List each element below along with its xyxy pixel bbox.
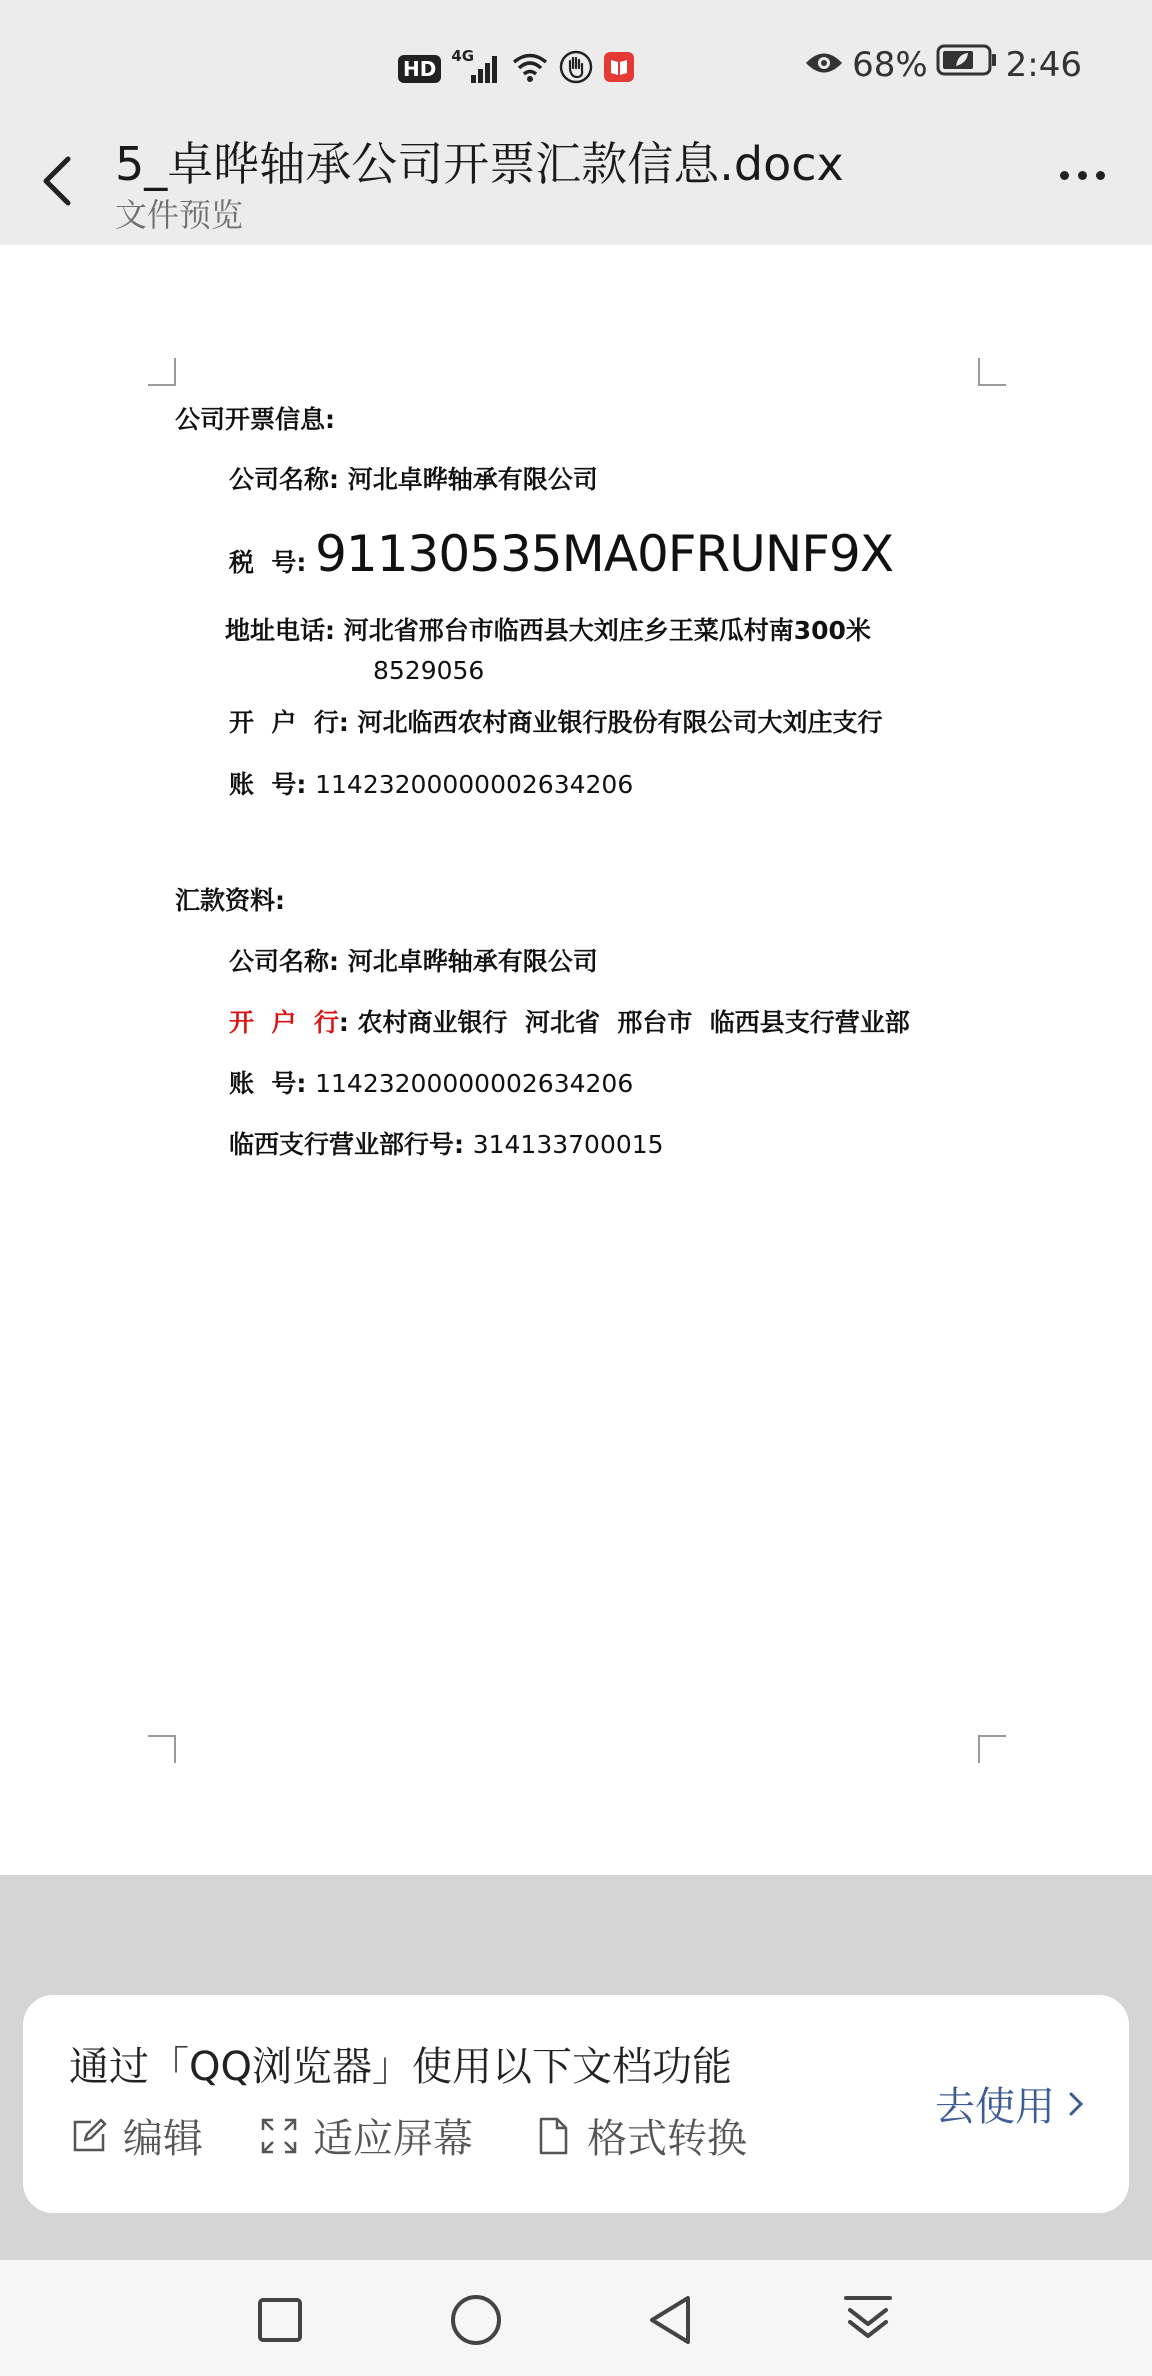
status-bar [0, 0, 1152, 110]
chevron-right-icon [1067, 2089, 1085, 2119]
remit-company-value: 河北卓晔轴承有限公司 [347, 947, 598, 976]
feature-format-convert-label: 格式转换 [587, 2116, 747, 2162]
back-nav-button[interactable] [642, 2290, 702, 2350]
remit-branch-row [229, 1125, 664, 1161]
battery-icon [936, 44, 998, 85]
edit-icon [69, 2116, 109, 2156]
invoice-account-row [229, 765, 633, 801]
circle-icon [446, 2290, 506, 2350]
feature-fit-screen[interactable] [259, 2107, 473, 2164]
more-dot-icon [1078, 171, 1087, 180]
remit-account-row [229, 1064, 633, 1100]
remit-account-value: 11423200000002634206 [315, 1069, 634, 1098]
more-dot-icon [1060, 171, 1069, 180]
remit-heading: 汇款资料: [175, 886, 285, 915]
remit-bank-value: 农村商业银行 河北省 邢台市 临西县支行营业部 [357, 1008, 910, 1037]
invoice-bank-row [229, 703, 883, 739]
hand-icon [559, 50, 593, 88]
book-icon [603, 51, 635, 87]
page-corner-mark [978, 1735, 1006, 1763]
qq-browser-promo-card [23, 1995, 1129, 2213]
feature-format-convert[interactable] [533, 2107, 747, 2164]
clock: 2:46 [1005, 44, 1082, 85]
invoice-phone-value: 8529056 [373, 656, 485, 685]
wifi-icon [511, 51, 549, 87]
more-options-button[interactable] [1052, 155, 1112, 195]
chevron-left-icon [32, 145, 82, 215]
invoice-tax-row [229, 525, 893, 583]
invoice-account-value: 11423200000002634206 [315, 770, 634, 799]
document-icon [533, 2116, 573, 2156]
invoice-heading: 公司开票信息: [175, 405, 335, 434]
status-left-icons [398, 47, 635, 88]
promo-text: 通过「QQ浏览器」使用以下文档功能 [69, 2044, 732, 2090]
document-page[interactable] [0, 245, 1152, 1875]
invoice-account-label: 账 号: [229, 770, 307, 799]
signal-icon [451, 47, 501, 85]
remit-bank-label: 开 户 行 [229, 1008, 339, 1037]
invoice-bank-label: 开 户 行: [229, 708, 349, 737]
more-dot-icon [1096, 171, 1105, 180]
invoice-address-label: 地址电话: [225, 616, 335, 645]
page-corner-mark [978, 358, 1006, 386]
document-subtitle: 文件预览 [115, 196, 244, 234]
hd-badge: HD [398, 55, 441, 83]
system-nav-bar [0, 2260, 1152, 2376]
home-button[interactable] [446, 2290, 506, 2350]
remit-bank-row [229, 1003, 910, 1039]
remit-company-label: 公司名称: [229, 947, 339, 976]
feature-edit[interactable] [69, 2107, 203, 2164]
battery-percent: 68% [852, 44, 928, 85]
invoice-address-value: 河北省邢台市临西县大刘庄乡王菜瓜村南300米 [343, 616, 871, 645]
triangle-back-icon [642, 2290, 702, 2350]
invoice-tax-value: 91130535MA0FRUNF9X [315, 525, 894, 583]
feature-fit-screen-label: 适应屏幕 [313, 2116, 473, 2162]
back-button[interactable] [32, 145, 82, 215]
invoice-company-label: 公司名称: [229, 465, 339, 494]
square-icon [250, 2290, 310, 2350]
go-use-label: 去使用 [935, 2084, 1055, 2130]
page-corner-mark [148, 1735, 176, 1763]
feature-edit-label: 编辑 [123, 2116, 203, 2162]
invoice-company-value: 河北卓晔轴承有限公司 [347, 465, 598, 494]
title-bar [0, 110, 1152, 245]
eye-icon [804, 45, 844, 85]
remit-branch-value: 314133700015 [472, 1130, 664, 1159]
fit-screen-icon [259, 2116, 299, 2156]
network-type: 4G [451, 47, 475, 65]
invoice-tax-label: 税 号: [229, 548, 307, 577]
status-right [804, 44, 1082, 85]
invoice-address-row [225, 611, 871, 647]
page-corner-mark [148, 358, 176, 386]
document-title: 5_卓晔轴承公司开票汇款信息.docx [115, 137, 844, 191]
remit-bank-colon: : [338, 1008, 349, 1037]
invoice-bank-value: 河北临西农村商业银行股份有限公司大刘庄支行 [357, 708, 883, 737]
go-use-button[interactable] [935, 2075, 1085, 2132]
invoice-company-row [229, 460, 598, 496]
recent-apps-button[interactable] [250, 2290, 310, 2350]
notification-shade-button[interactable] [838, 2290, 898, 2350]
remit-branch-label: 临西支行营业部行号: [229, 1130, 464, 1159]
remit-company-row [229, 942, 598, 978]
remit-account-label: 账 号: [229, 1069, 307, 1098]
pull-down-icon [838, 2290, 898, 2350]
